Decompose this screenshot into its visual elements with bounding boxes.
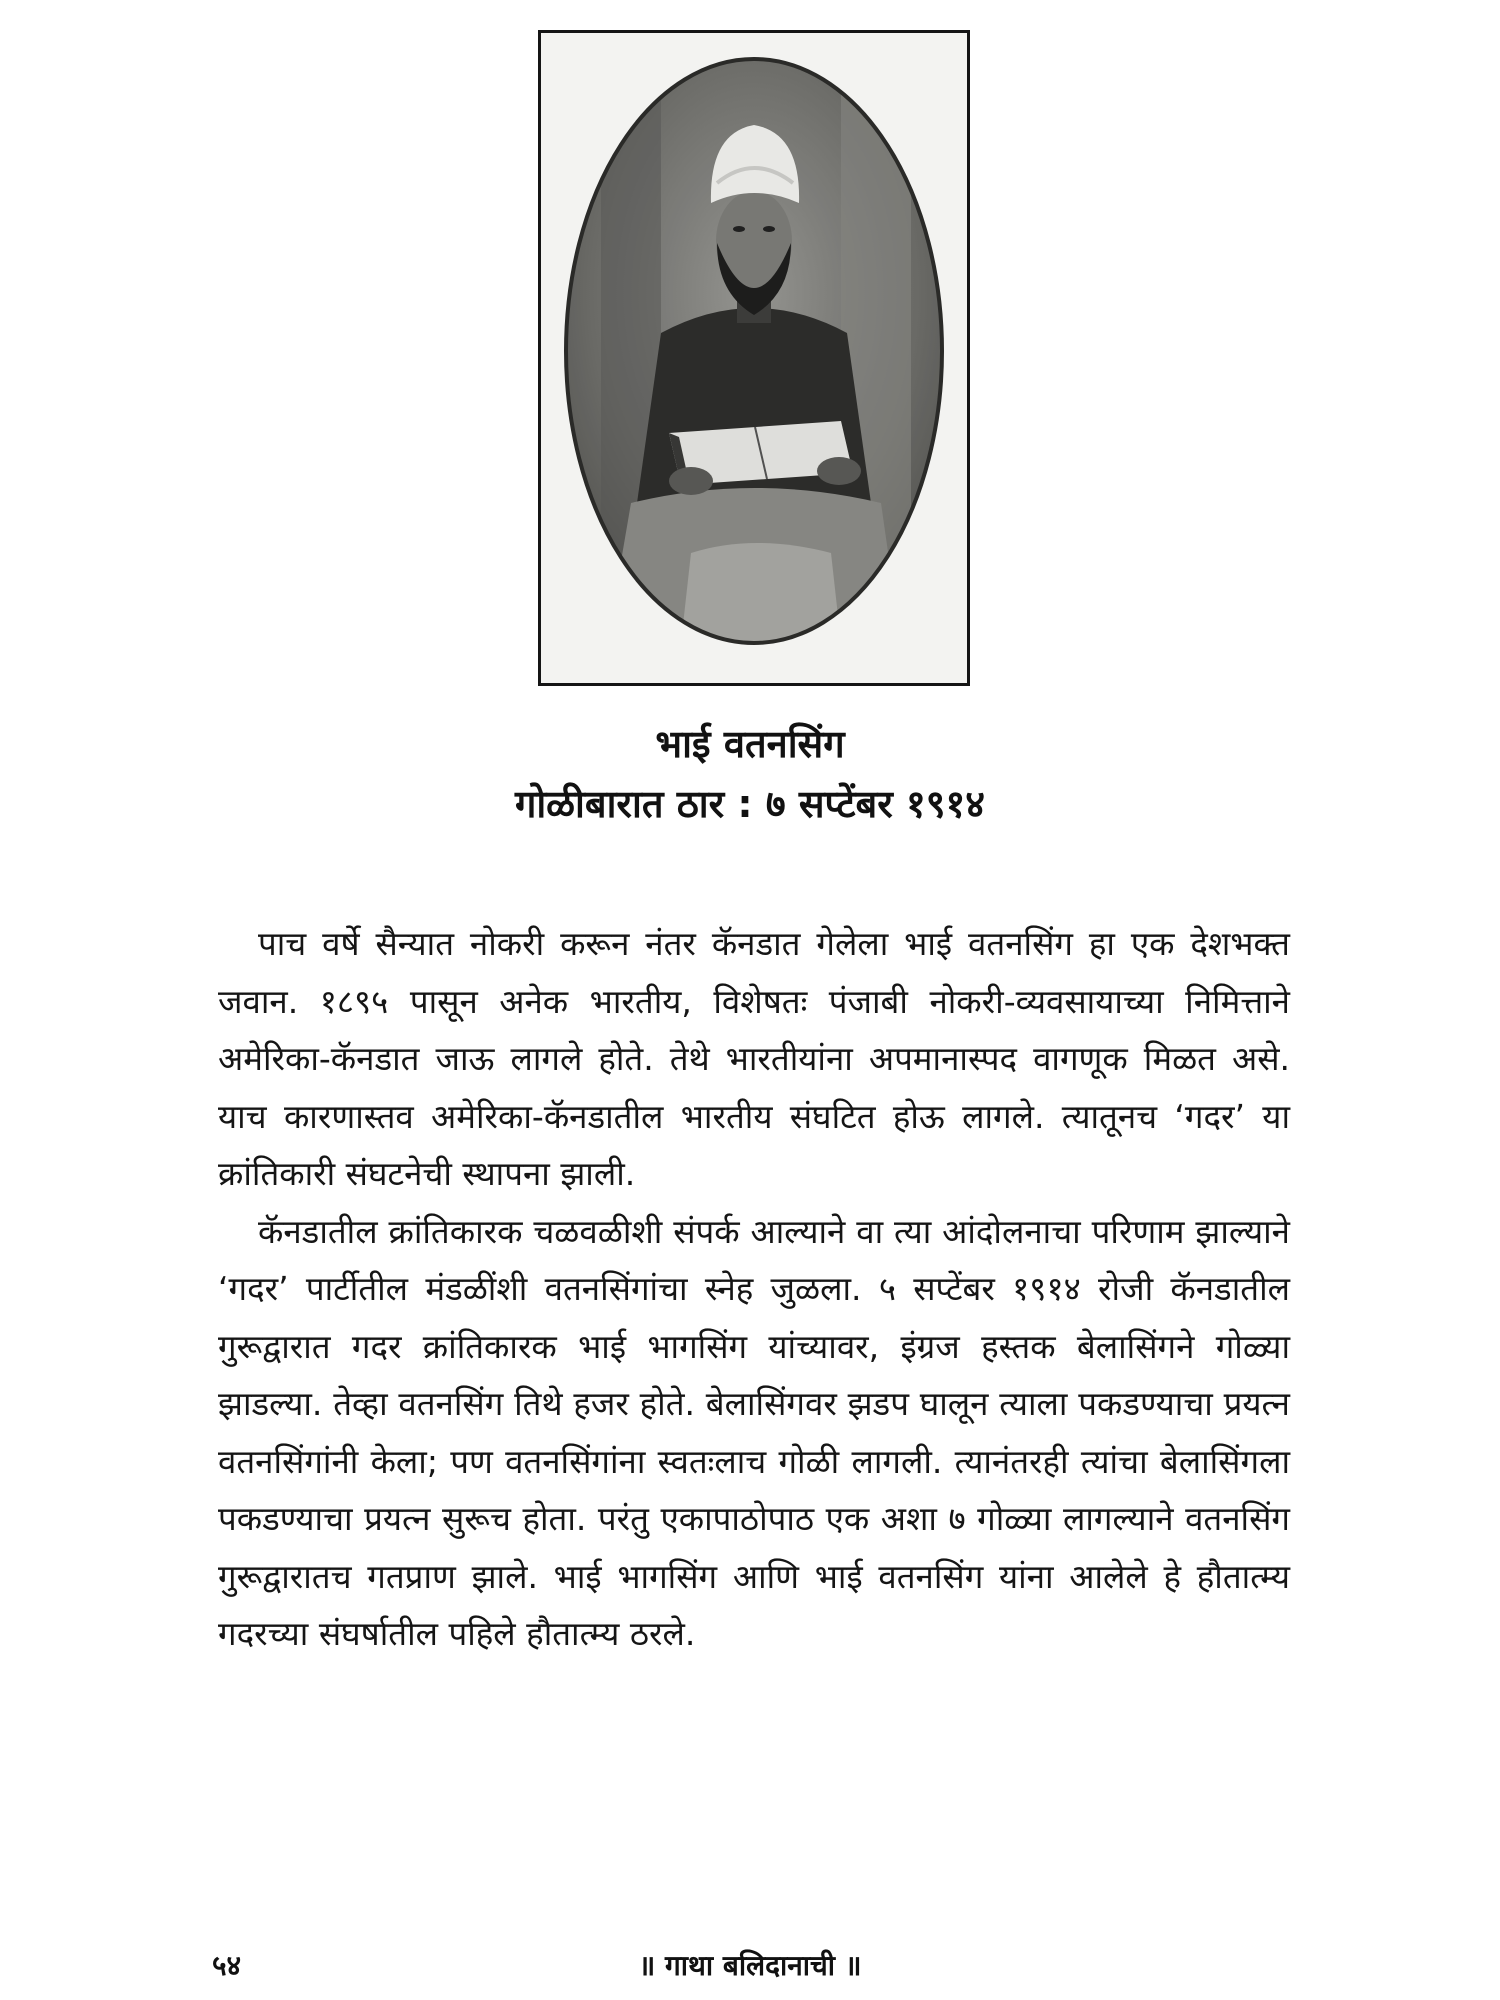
photo-caption-name: भाई वतनसिंग [655, 722, 845, 766]
photo-caption-date: गोळीबारात ठार : ७ सप्टेंबर १९१४ [514, 782, 986, 826]
book-title: ॥ गाथा बलिदानाची ॥ [638, 1949, 862, 1982]
article-body [218, 915, 1290, 1663]
page-number: ५४ [212, 1949, 242, 1982]
portrait-image [541, 33, 967, 683]
paragraph-1: पाच वर्षे सैन्यात नोकरी करून नंतर कॅनडात गेलेला भाई वतनसिंग हा एक देशभक्त जवान. १८९५ पासून अनेक भारतीय, विशेषतः पंजाबी नोकरी-व्यवसायाच्या निमित्ताने अमेरिका-कॅनडात जाऊ लागले होते. तेथे भारतीयांना अपमानास्पद वागणूक मिळत असे. याच कारणास्तव अमेरिका-कॅनडातील भारतीय संघटित होऊ लागले. त्यातूनच ‘गदर’ या क्रांतिकारी संघटनेची स्थापना झाली. [218, 924, 1290, 1193]
paragraph-2: कॅनडातील क्रांतिकारक चळवळीशी संपर्क आल्याने वा त्या आंदोलनाचा परिणाम झाल्याने ‘गदर’ पार्टीतील मंडळींशी वतनसिंगांचा स्नेह जुळला. ५ सप्टेंबर १९१४ रोजी कॅनडातील गुरूद्वारात गदर क्रांतिकारक भाई भागसिंग यांच्यावर, इंग्रज हस्तक बेलासिंगने गोळ्या झाडल्या. तेव्हा वतनसिंग तिथे हजर होते. बेलासिंगवर झडप घालून त्याला पकडण्याचा प्रयत्न वतनसिंगांनी केला; पण वतनसिंगांना स्वतःलाच गोळी लागली. त्यानंतरही त्यांचा बेलासिंगला पकडण्याचा प्रयत्न सुरूच होता. परंतु एकापाठोपाठ एक अशा ७ गोळ्या लागल्याने वतनसिंग गुरूद्वारातच गतप्राण झाले. भाई भागसिंग आणि भाई वतनसिंग यांना आलेले हे हौतात्म्य गदरच्या संघर्षातील पहिले हौतात्म्य ठरले. [218, 1211, 1290, 1653]
portrait-photo [538, 30, 970, 686]
